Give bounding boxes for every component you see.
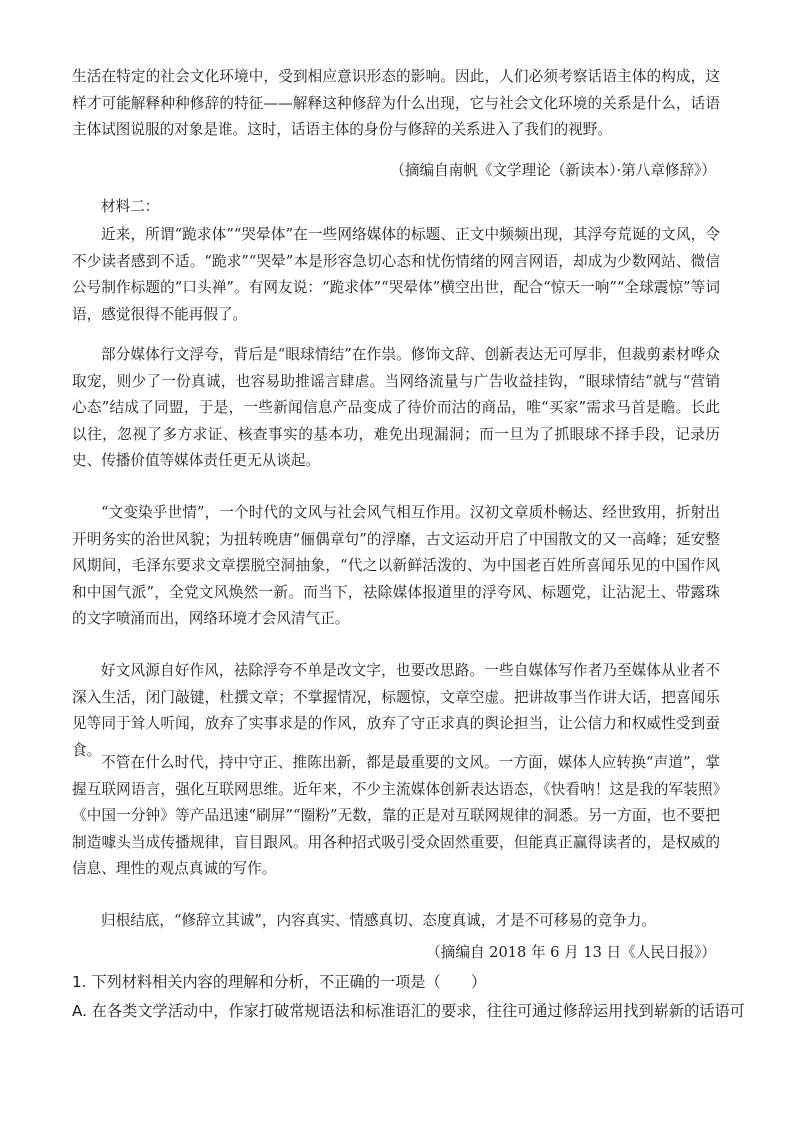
paragraph-material1-end: 生活在特定的社会文化环境中，受到相应意识形态的影响。因此，人们必须考察话语主体的构成，这样才可能解释种种修辞的特征——解释这种修辞为什么出现，它与社会文化环境的关系是什么，话语主体试图说服的对象是谁。这时，话语主体的身份与修辞的关系进入了我们的视野。: [72, 68, 720, 138]
paragraph-6: 归根结底，“修辞立其诚”，内容真实、情感真切、态度真诚，才是不可移易的竞争力。: [101, 912, 656, 929]
paragraph-4: 好文风源自好作风，祛除浮夸不单是改文字，也要改思路。一些自媒体写作者乃至媒体从业者不深入生活，闭门敲键，杜撰文章；不掌握情况，标题惊，文章空虚。把讲故事当作讲大话，把喜闻乐见等同于耸人听闻，放弃了实事求是的作风，放弃了守正求真的舆论担当，让公信力和权威性受到蚕食。: [72, 662, 720, 759]
source-citation-1: （摘编自南帆《文学理论（新读本）·第八章修辞》）: [390, 162, 716, 179]
paragraph-1: 近来，所谓“跪求体”“哭晕体”在一些网络媒体的标题、正文中频频出现，其浮夸荒诞的文风，令不少读者感到不适。“跪求”“哭晕”本是形容急切心态和忧伤情绪的网言网语，却成为少数网站、微信公号制作标题的“口头禅”。有网友说：“跪求体”“哭晕体”横空出世，配合“惊天一响”“全球震惊”等词语，感觉很得不能再假了。: [72, 226, 720, 323]
paragraph-5: 不管在什么时代，持中守正、推陈出新，都是最重要的文风。一方面，媒体人应转换“声道”，掌握互联网语言，强化互联网思维。近年来，不少主流媒体创新表达语态，《快看呐！这是我的军装照》《中国一分钟》等产品迅速“刷屏”“圈粉”无数，靠的正是对互联网规律的洞悉。另一方面，也不要把制造噱头当成传播规律，盲目跟风。用各种招式吸引受众固然重要，但能真正赢得读者的，是权威的信息、理性的观点真诚的写作。: [72, 754, 720, 877]
question-option-a: A. 在各类文学活动中，作家打破常规语法和标准语汇的要求，往往可通过修辞运用找到崭新的话语可: [72, 1002, 745, 1020]
material-label-2: 材料二：: [101, 198, 160, 215]
paragraph-3: “文变染乎世情”，一个时代的文风与社会风气相互作用。汉初文章质朴畅达、经世致用，折射出开明务实的治世风貌；为扭转晚唐“俪偶章句”的浮靡，古文运动开启了中国散文的又一高峰；延安整风期间，毛泽东要求文章摆脱空洞抽象，“代之以新鲜活泼的、为中国老百姓所喜闻乐见的中国作风和中国气派”，全党文风焕然一新。而当下，祛除媒体报道里的浮夸风、标题党，让沾泥土、带露珠的文字喷涌而出，网络环境才会风清气正。: [72, 504, 720, 627]
question-stem: 1. 下列材料相关内容的理解和分析，不正确的一项是（ ）: [72, 973, 487, 991]
paragraph-2: 部分媒体行文浮夸，背后是“眼球情结”在作祟。修饰文辞、创新表达无可厚非，但裁剪素材哗众取宠，则少了一份真诚，也容易助推谣言肆虐。当网络流量与广告收益挂钩，“眼球情结”就与“营销心态”结成了同盟，于是，一些新闻信息产品变成了待价而沽的商品，唯“买家”需求马首是瞻。长此以往，忽视了多方求证、核查事实的基本功，难免出现漏洞；而一旦为了抓眼球不择手段，记录历史、传播价值等媒体责任更无从谈起。: [72, 346, 720, 469]
source-citation-2: （摘编自 2018 年 6 月 13 日《人民日报》）: [426, 944, 716, 961]
